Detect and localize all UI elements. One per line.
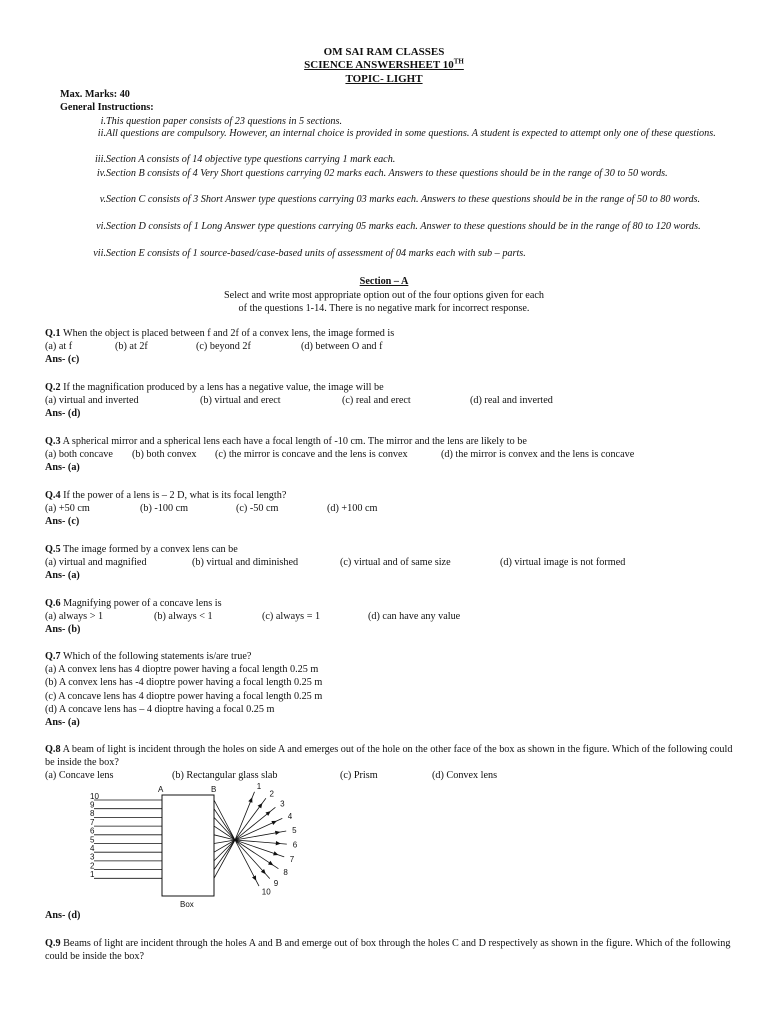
org-name: OM SAI RAM CLASSES bbox=[323, 46, 445, 58]
question-2 bbox=[45, 381, 735, 420]
option-a: (a) always > 1 bbox=[45, 611, 104, 623]
incident-ray-number: 5 bbox=[90, 835, 95, 845]
answer: Ans- (a) bbox=[45, 570, 80, 582]
arrow-head bbox=[273, 851, 278, 855]
question-number: Q.3 bbox=[45, 436, 61, 447]
incident-ray-number: 8 bbox=[90, 809, 95, 819]
question-8-answer: Ans- (d) bbox=[45, 910, 81, 921]
question-text: If the magnification produced by a lens has a negative value, the image will be bbox=[63, 382, 384, 393]
arrow-head bbox=[268, 861, 273, 866]
sheet-title bbox=[0, 59, 768, 72]
answer: Ans- (a) bbox=[45, 717, 80, 729]
converging-ray bbox=[214, 840, 235, 870]
answer: Ans- (d) bbox=[45, 408, 81, 420]
instruction-number: iii. bbox=[94, 154, 106, 165]
options-row bbox=[45, 556, 735, 569]
option-a: (a) both concave bbox=[45, 449, 113, 461]
instruction-number: i. bbox=[100, 116, 106, 127]
option-c: (c) beyond 2f bbox=[196, 341, 251, 353]
emergent-ray-number: 4 bbox=[287, 811, 293, 821]
box-label: Box bbox=[180, 900, 194, 909]
question-text: A beam of light is incident through the holes on side A and emerges out of the hole on the other face of the box as shown in the figure. Which of the following could be inside the box? bbox=[45, 744, 733, 769]
question-text: If the power of a lens is – 2 D, what is its focal length? bbox=[63, 490, 287, 501]
option-d: (d) +100 cm bbox=[327, 503, 378, 515]
section-a-intro-1: Select and write most appropriate option out of the four options given for each bbox=[224, 290, 544, 301]
question-9 bbox=[45, 937, 735, 963]
answer: Ans- (b) bbox=[45, 624, 81, 636]
option-d: (d) can have any value bbox=[368, 611, 461, 623]
question-number: Q.7 bbox=[45, 651, 61, 662]
question-1 bbox=[45, 327, 735, 366]
option-a: (a) +50 cm bbox=[45, 503, 90, 515]
question-number: Q.2 bbox=[45, 382, 61, 393]
incident-ray-number: 10 bbox=[90, 791, 99, 801]
instruction-number: vii. bbox=[93, 248, 106, 259]
options-row bbox=[45, 769, 735, 782]
options-row bbox=[45, 448, 735, 461]
emergent-ray-number: 3 bbox=[280, 799, 285, 809]
option-d: (d) Convex lens bbox=[432, 770, 498, 782]
options-row bbox=[45, 610, 735, 623]
emergent-rays bbox=[214, 783, 298, 896]
instruction-text: Section E consists of 1 source-based/case-based units of assessment of 04 marks each with sub – parts. bbox=[106, 248, 526, 259]
option-c: (c) A concave lens has 4 dioptre power having a focal length 0.25 m bbox=[45, 690, 323, 702]
option-c: (c) the mirror is concave and the lens is convex bbox=[215, 449, 408, 461]
section-a-intro-2: of the questions 1-14. There is no negative mark for incorrect response. bbox=[238, 303, 530, 314]
instruction-text: All questions are compulsory. However, an internal choice is provided in some questions. A student is expected to attempt only one of these questions. bbox=[106, 128, 716, 139]
option-a: (a) virtual and inverted bbox=[45, 395, 139, 407]
option-b: (b) virtual and diminished bbox=[192, 557, 299, 569]
question-5 bbox=[45, 543, 735, 582]
option-a: (a) virtual and magnified bbox=[45, 557, 147, 569]
option-b: (b) -100 cm bbox=[140, 503, 189, 515]
question-6 bbox=[45, 597, 735, 636]
section-a-heading: Section – A bbox=[359, 276, 409, 287]
option-c: (c) always = 1 bbox=[262, 611, 321, 623]
option-d: (d) virtual image is not formed bbox=[500, 557, 626, 569]
question-text: The image formed by a convex lens can be bbox=[62, 544, 238, 555]
arrow-head bbox=[258, 803, 263, 808]
options-row bbox=[45, 502, 735, 515]
max-marks: Max. Marks: 40 bbox=[60, 89, 130, 100]
option-b: (b) virtual and erect bbox=[200, 395, 281, 407]
emergent-ray-number: 7 bbox=[289, 854, 295, 864]
instruction-text: Section A consists of 14 objective type questions carrying 1 mark each. bbox=[106, 154, 396, 165]
side-b-label: B bbox=[211, 785, 217, 794]
question-text: Which of the following statements is/are true? bbox=[62, 651, 252, 662]
incident-rays bbox=[90, 792, 162, 879]
question-8 bbox=[45, 743, 735, 782]
instruction-text: This question paper consists of 23 questions in 5 sections. bbox=[106, 116, 343, 127]
emergent-ray-number: 2 bbox=[269, 789, 274, 799]
option-c: (c) -50 cm bbox=[236, 503, 279, 515]
question-3 bbox=[45, 435, 735, 474]
answer: Ans- (a) bbox=[45, 462, 80, 474]
instruction-text: Section B consists of 4 Very Short questions carrying 02 marks each. Answers to these questions should be in the range of 30 to 50 words. bbox=[106, 168, 668, 179]
option-d: (d) between O and f bbox=[301, 341, 383, 353]
sheet-title-sup: TH bbox=[453, 57, 464, 66]
options-row bbox=[45, 394, 735, 407]
sheet-title-text: SCIENCE ANSWERSHEET 10 bbox=[304, 59, 454, 71]
incident-ray-number: 6 bbox=[90, 826, 95, 836]
option-a: (a) Concave lens bbox=[45, 770, 114, 782]
general-instructions-label: General Instructions: bbox=[60, 102, 154, 113]
option-d: (d) A concave lens has – 4 dioptre having a focal 0.25 m bbox=[45, 703, 275, 715]
side-a-label: A bbox=[158, 785, 164, 794]
arrow-head bbox=[275, 831, 280, 835]
topic: TOPIC- LIGHT bbox=[345, 73, 423, 85]
instruction-text: Section D consists of 1 Long Answer type questions carrying 05 marks each. Answer to these questions should be in the range of 80 to 120 words. bbox=[106, 221, 701, 232]
question-7 bbox=[45, 650, 735, 729]
incident-ray-number: 3 bbox=[90, 852, 95, 862]
question-text: Beams of light are incident through the holes A and B and emerge out of box through the holes C and D respectively as shown in the figure. Which of the following could be inside the box? bbox=[45, 938, 731, 963]
answer: Ans- (c) bbox=[45, 516, 80, 528]
emergent-ray-number: 9 bbox=[273, 879, 279, 889]
emergent-ray-number: 6 bbox=[292, 840, 298, 850]
options-row bbox=[45, 340, 735, 353]
question-text: Magnifying power of a concave lens is bbox=[63, 598, 222, 609]
instruction-number: vi. bbox=[96, 221, 106, 232]
emergent-ray-number: 10 bbox=[261, 887, 271, 897]
arrow-head bbox=[248, 797, 252, 803]
option-b: (b) always < 1 bbox=[154, 611, 213, 623]
option-d: (d) real and inverted bbox=[470, 395, 553, 407]
box-ray-diagram bbox=[80, 783, 320, 913]
question-number: Q.6 bbox=[45, 598, 61, 609]
emergent-ray-number: 8 bbox=[283, 868, 288, 877]
option-a: (a) at f bbox=[45, 341, 73, 353]
option-c: (c) Prism bbox=[340, 770, 378, 782]
option-a: (a) A convex lens has 4 dioptre power having a focal length 0.25 m bbox=[45, 664, 319, 676]
question-text: When the object is placed between f and 2f of a convex lens, the image formed is bbox=[62, 328, 395, 339]
question-4 bbox=[45, 489, 735, 528]
option-b: (b) at 2f bbox=[115, 341, 148, 353]
question-number: Q.1 bbox=[45, 328, 61, 339]
emergent-ray-number: 5 bbox=[292, 825, 297, 835]
incident-ray-number: 7 bbox=[90, 817, 95, 827]
instruction-number: v. bbox=[99, 194, 106, 205]
incident-ray-number: 1 bbox=[90, 870, 95, 880]
answer: Ans- (c) bbox=[45, 354, 80, 366]
question-number: Q.9 bbox=[45, 938, 61, 949]
instruction-text: Section C consists of 3 Short Answer type questions carrying 03 marks each. Answers to these questions should be in the range of 50 to 80 words. bbox=[106, 194, 701, 205]
option-c: (c) virtual and of same size bbox=[340, 557, 451, 569]
option-b: (b) both convex bbox=[132, 449, 197, 461]
converging-ray bbox=[214, 800, 235, 840]
option-b: (b) A convex lens has -4 dioptre power having a focal length 0.25 m bbox=[45, 677, 323, 689]
incident-ray-number: 9 bbox=[90, 800, 95, 810]
emergent-ray-number: 1 bbox=[256, 783, 262, 792]
incident-ray-number: 4 bbox=[90, 844, 95, 853]
question-text: A spherical mirror and a spherical lens each have a focal length of -10 cm. The mirror and the lens are likely to be bbox=[62, 436, 527, 447]
question-number: Q.4 bbox=[45, 490, 61, 501]
option-c: (c) real and erect bbox=[342, 395, 411, 407]
instruction-number: ii. bbox=[97, 128, 106, 139]
incident-ray-number: 2 bbox=[90, 861, 95, 871]
box bbox=[162, 795, 214, 896]
arrow-head bbox=[276, 841, 281, 845]
option-b: (b) Rectangular glass slab bbox=[172, 770, 278, 782]
question-number: Q.8 bbox=[45, 744, 61, 755]
question-number: Q.5 bbox=[45, 544, 61, 555]
option-d: (d) the mirror is convex and the lens is concave bbox=[441, 449, 635, 461]
instruction-number: iv. bbox=[96, 168, 106, 179]
